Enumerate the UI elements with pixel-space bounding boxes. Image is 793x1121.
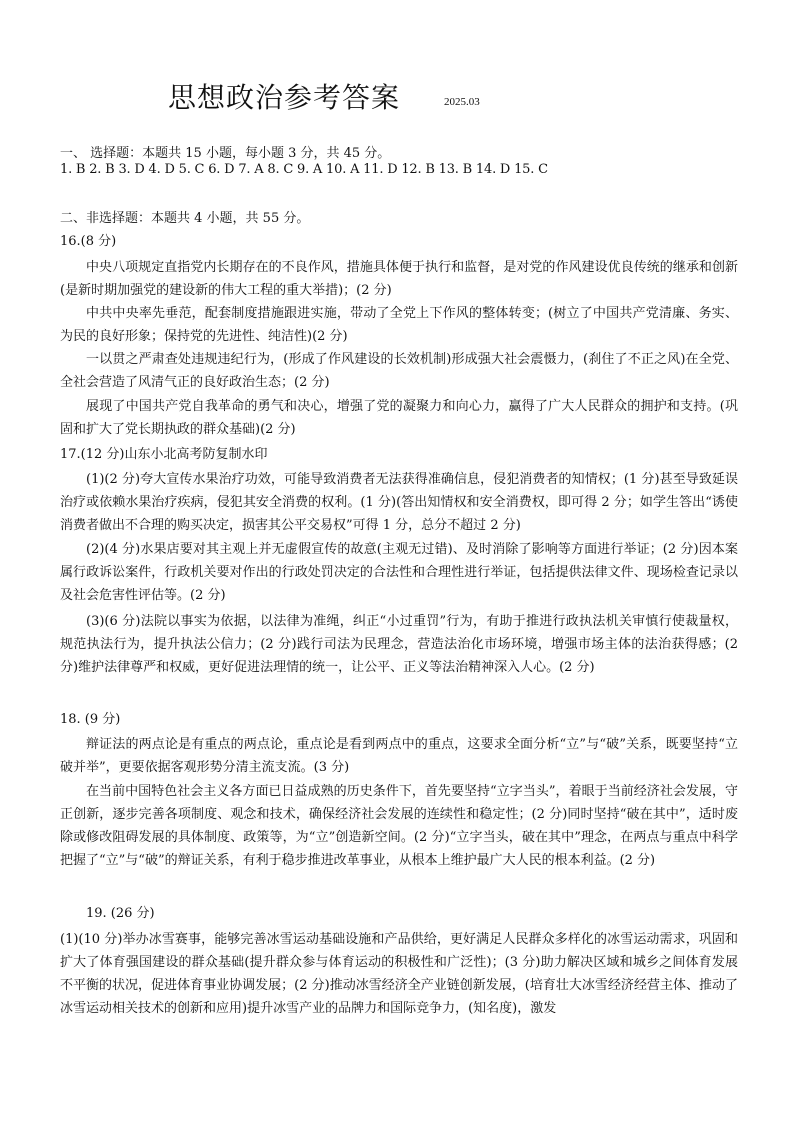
q18-point-2: 在当前中国特色社会主义各方面已日益成熟的历史条件下，首先要坚持“立字当头”，着眼于当前经济社会发展，守正创新，逐步完善各项制度、观念和技术，确保经济社会发展的连续性和稳定性；(2 分)同时坚持“破在其中”，适时废除或修改阻碍发展的具体制度、政策等，为“立”创造新空间。(2 分)“立字当头，破在其中”理念，在两点与重点中科学把握了“立”与“破”的辩证关系，有利于稳步推进改革事业，从根本上维护最广大人民的根本利益。(2 分)	[60, 784, 738, 868]
section2-heading: 二、非选择题：本题共 4 小题，共 55 分。	[60, 211, 310, 226]
q16-point-1: 中央八项规定直指党内长期存在的不良作风，措施具体便于执行和监督，是对党的作风建设优良传统的继承和创新(是新时期加强党的建设新的伟大工程的重大举措)；(2 分)	[60, 260, 738, 298]
q19-label: 19. (26 分)	[86, 906, 155, 921]
q17-part-3: (3)(6 分)法院以事实为依据，以法律为准绳，纠正“小过重罚”行为，有助于推进行政执法机关审慎行使裁量权，规范执法行为，提升执法公信力；(2 分)践行司法为民理念，营造法治化市场环境，增强市场主体的法治获得感；(2 分)维护法律尊严和权威，更好促进法理情的统一，让公平、正义等法治精神深入人心。(2 分)	[60, 614, 738, 675]
q17-part-2: (2)(4 分)水果店要对其主观上并无虚假宣传的故意(主观无过错)、及时消除了影响等方面进行举证；(2 分)因本案属行政诉讼案件，行政机关要对作出的行政处罚决定的合法性和合理性进行举证，包括提供法律文件、现场检查记录以及社会危害性评估等。(2 分)	[60, 542, 738, 603]
q16-point-3: 一以贯之严肃查处违规违纪行为，(形成了作风建设的长效机制)形成强大社会震慑力，(刹住了不正之风)在全党、全社会营造了风清气正的良好政治生态；(2 分)	[60, 352, 738, 390]
title-row	[168, 80, 480, 116]
q16-label: 16.(8 分)	[60, 234, 117, 249]
q17-label: 17.(12 分)山东小北高考防复制水印	[60, 447, 268, 462]
section1-heading: 一、 选择题：本题共 15 小题，每小题 3 分，共 45 分。	[60, 146, 391, 161]
q18-label: 18. (9 分)	[60, 712, 121, 727]
date-label: 2025.03	[444, 96, 480, 108]
q18-point-1: 辩证法的两点论是有重点的两点论，重点论是看到两点中的重点，这要求全面分析“立”与“破”关系，既要坚持“立破并举”，更要依据客观形势分清主流支流。(3 分)	[60, 737, 738, 775]
page-title: 思想政治参考答案	[168, 81, 401, 114]
q17-part-1: (1)(2 分)夸大宣传水果治疗功效，可能导致消费者无法获得准确信息，侵犯消费者的知情权；(1 分)甚至导致延误治疗或依赖水果治疗疾病，侵犯其安全消费的权利。(1 分)(答出知情权和安全消费权，即可得 2 分；如学生答出“诱使消费者做出不合理的购买决定，损害其公平交易权”可得 1 分，总分不超过 2 分)	[60, 472, 738, 533]
q19-part-1: (1)(10 分)举办冰雪赛事，能够完善冰雪运动基础设施和产品供给，更好满足人民群众多样化的冰雪运动需求，巩固和扩大了体育强国建设的群众基础(提升群众参与体育运动的积极性和广泛性)；(3 分)助力解决区域和城乡之间体育发展不平衡的状况，促进体育事业协调发展；(2 分)推动冰雪经济全产业链创新发展，(培育壮大冰雪经济经营主体、推动了冰雪运动相关技术的创新和应用)提升冰雪产业的品牌力和国际竞争力，(知名度)，激发	[60, 932, 738, 1016]
mc-answers: 1. B 2. B 3. D 4. D 5. C 6. D 7. A 8. C 9. A 10. A 11. D 12. B 13. B 14. D 15. C	[60, 162, 548, 177]
q16-point-2: 中共中央率先垂范，配套制度措施跟进实施，带动了全党上下作风的整体转变；(树立了中国共产党清廉、务实、为民的良好形象；保持党的先进性、纯洁性)(2 分)	[60, 306, 738, 344]
q16-point-4: 展现了中国共产党自我革命的勇气和决心，增强了党的凝聚力和向心力，赢得了广大人民群众的拥护和支持。(巩固和扩大了党长期执政的群众基础)(2 分)	[60, 399, 738, 437]
